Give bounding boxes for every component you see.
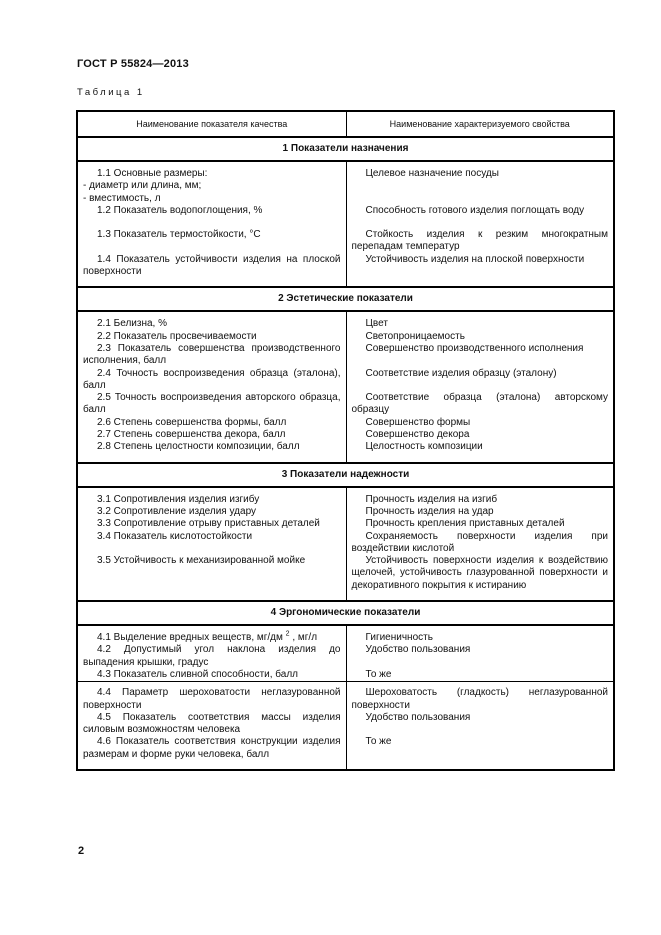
table-caption: Таблица 1 xyxy=(77,87,145,98)
indicator-text: 2.6 Степень совершенства формы, балл xyxy=(97,416,287,428)
indicator-cell xyxy=(77,217,346,254)
indicator-cell xyxy=(77,311,346,330)
indicator-text: 1.1 Основные размеры: xyxy=(97,168,208,179)
indicator-cell xyxy=(77,506,346,518)
table-row xyxy=(77,518,614,530)
property-cell xyxy=(346,368,614,393)
indicator-text: 2.1 Белизна, % xyxy=(97,318,168,330)
indicator-text: 2.7 Степень совершенства декора, балл xyxy=(97,429,286,441)
table-row xyxy=(77,682,614,712)
indicator-text: 2.5 Точность воспроизведения авторского образца, балл xyxy=(83,392,341,416)
section-title: 2 Эстетические показатели xyxy=(77,287,614,311)
indicator-text-pre: 4.1 Выделение вредных веществ, мг/дм xyxy=(97,632,286,644)
property-cell xyxy=(346,343,614,368)
table-row xyxy=(77,669,614,682)
property-text: Прочность крепления приставных деталей xyxy=(365,518,565,530)
property-cell xyxy=(346,205,614,217)
indicator-text: 2.8 Степень целостности композиции, балл xyxy=(97,441,300,453)
indicator-cell xyxy=(77,531,346,556)
indicator-text: - вместимость, л xyxy=(83,192,161,204)
indicator-cell xyxy=(77,682,346,712)
table-row xyxy=(77,311,614,330)
property-cell xyxy=(346,254,614,288)
property-cell xyxy=(346,417,614,429)
table-row xyxy=(77,644,614,669)
property-cell xyxy=(346,429,614,441)
table-row xyxy=(77,254,614,288)
table-row xyxy=(77,429,614,441)
section-title: 3 Показатели надежности xyxy=(77,463,614,487)
property-text: Светопроницаемость xyxy=(365,330,465,342)
section-title: 1 Показатели назначения xyxy=(77,137,614,161)
indicator-cell xyxy=(77,487,346,506)
property-cell xyxy=(346,161,614,205)
indicator-cell xyxy=(77,392,346,417)
property-cell xyxy=(346,331,614,343)
indicator-text-post: , мг/л xyxy=(289,632,318,644)
table-row xyxy=(77,625,614,644)
indicator-cell xyxy=(77,429,346,441)
property-text: Совершенство производственного исполнения xyxy=(365,342,584,354)
property-cell xyxy=(346,555,614,601)
property-text: Совершенство декора xyxy=(365,429,470,441)
indicator-text: - диаметр или длина, мм; xyxy=(83,180,202,192)
property-text: Совершенство формы xyxy=(365,416,471,428)
table-row xyxy=(77,392,614,417)
indicator-text: 1.3 Показатель термостойкости, °С xyxy=(97,229,261,241)
indicator-text: 2.2 Показатель просвечиваемости xyxy=(97,330,257,342)
indicator-cell xyxy=(77,644,346,669)
table-row xyxy=(77,555,614,601)
property-cell xyxy=(346,712,614,737)
property-text: Целостность композиции xyxy=(365,441,483,453)
table-row xyxy=(77,712,614,737)
table-header-row xyxy=(77,111,614,137)
table-row xyxy=(77,506,614,518)
table-row xyxy=(77,161,614,205)
table-row xyxy=(77,217,614,254)
indicator-cell xyxy=(77,254,346,288)
property-cell xyxy=(346,682,614,712)
property-cell xyxy=(346,311,614,330)
col-header-quality-indicator: Наименование показателя качества xyxy=(77,111,346,137)
indicator-cell xyxy=(77,161,346,205)
indicator-text: 4.2 Допустимый угол наклона изделия до выпадения крышки, градус xyxy=(83,644,341,668)
indicator-cell xyxy=(77,368,346,393)
property-cell xyxy=(346,625,614,644)
property-text: Способность готового изделия поглощать воду xyxy=(365,204,585,216)
indicator-cell xyxy=(77,417,346,429)
indicator-cell xyxy=(77,205,346,217)
property-cell xyxy=(346,217,614,254)
property-cell xyxy=(346,644,614,669)
indicator-text: 3.4 Показатель кислотостойкости xyxy=(97,530,253,542)
indicator-text: 1.2 Показатель водопоглощения, % xyxy=(97,204,263,216)
table-row xyxy=(77,487,614,506)
page-number: 2 xyxy=(78,845,85,857)
property-text: Устойчивость изделия на плоской поверхности xyxy=(365,253,585,265)
property-text: Цвет xyxy=(365,318,388,330)
section-title: 4 Эргономические показатели xyxy=(77,601,614,625)
property-text: Соответствие изделия образцу (эталону) xyxy=(365,367,557,379)
property-text: Соответствие образца (эталона) авторскому образцу xyxy=(351,392,608,416)
indicator-text: 4.5 Показатель соответствия массы изделия силовым возможностям человека xyxy=(83,711,341,736)
indicator-cell xyxy=(77,736,346,770)
table-row xyxy=(77,441,614,462)
indicator-cell xyxy=(77,712,346,737)
indicator-cell xyxy=(77,343,346,368)
indicator-cell xyxy=(77,518,346,530)
indicator-text: 1.4 Показатель устойчивости изделия на плоской поверхности xyxy=(83,253,341,278)
property-text: Шероховатость (гладкость) неглазурованной поверхности xyxy=(351,687,608,711)
indicator-text: 4.6 Показатель соответствия конструкции изделия размерам и форме руки человека, балл xyxy=(83,736,341,760)
property-text: Сохраняемость поверхности изделия при воздействии кислотой xyxy=(351,530,608,554)
property-text: Целевое назначение посуды xyxy=(365,168,499,179)
indicator-cell xyxy=(77,669,346,682)
property-cell xyxy=(346,736,614,770)
property-cell xyxy=(346,506,614,518)
indicator-text: 2.3 Показатель совершенства производственного исполнения, балл xyxy=(83,342,341,367)
table-row xyxy=(77,417,614,429)
property-cell xyxy=(346,531,614,556)
table-row xyxy=(77,531,614,556)
property-text: Прочность изделия на изгиб xyxy=(365,493,498,505)
property-cell xyxy=(346,669,614,682)
indicator-text: 3.2 Сопротивление изделия удару xyxy=(97,505,257,517)
property-cell xyxy=(346,487,614,506)
indicator-cell xyxy=(77,331,346,343)
indicator-cell xyxy=(77,625,346,644)
property-text: Прочность изделия на удар xyxy=(365,505,494,517)
indicator-cell xyxy=(77,555,346,601)
property-text: Устойчивость поверхности изделия к воздействию щелочей, устойчивость глазурованной поверхности и декоративного покрытия к истиранию xyxy=(351,555,608,591)
indicator-text: 3.5 Устойчивость к механизированной мойке xyxy=(97,555,306,567)
property-text: Удобство пользования xyxy=(365,711,471,723)
table-row xyxy=(77,205,614,217)
property-text: Удобство пользования xyxy=(365,644,471,656)
table-row xyxy=(77,736,614,770)
superscript: 2 xyxy=(285,630,290,638)
table-row xyxy=(77,368,614,393)
indicator-text: 2.4 Точность воспроизведения образца (эталона), балл xyxy=(83,367,341,391)
quality-indicators-table xyxy=(76,110,615,771)
indicator-text xyxy=(83,632,341,644)
property-cell xyxy=(346,392,614,417)
property-text: То же xyxy=(365,736,392,748)
property-text: Стойкость изделия к резким многократным перепадам температур xyxy=(351,229,608,253)
property-text: То же xyxy=(365,668,392,680)
section-header-row xyxy=(77,463,614,487)
section-header-row xyxy=(77,137,614,161)
indicator-cell xyxy=(77,441,346,462)
property-cell xyxy=(346,441,614,462)
section-header-row xyxy=(77,601,614,625)
indicator-text: 4.3 Показатель сливной способности, балл xyxy=(97,668,299,680)
indicator-text: 3.3 Сопротивление отрыву приставных деталей xyxy=(97,518,320,530)
table-row xyxy=(77,343,614,368)
table-row xyxy=(77,331,614,343)
section-header-row xyxy=(77,287,614,311)
doc-number: ГОСТ Р 55824—2013 xyxy=(77,58,189,70)
indicator-text: 3.1 Сопротивления изделия изгибу xyxy=(97,493,260,505)
indicator-text: 4.4 Параметр шероховатости неглазурованной поверхности xyxy=(83,687,341,711)
col-header-characterized-property: Наименование характеризуемого свойства xyxy=(346,111,614,137)
property-cell xyxy=(346,518,614,530)
property-text: Гигиеничность xyxy=(365,632,433,644)
